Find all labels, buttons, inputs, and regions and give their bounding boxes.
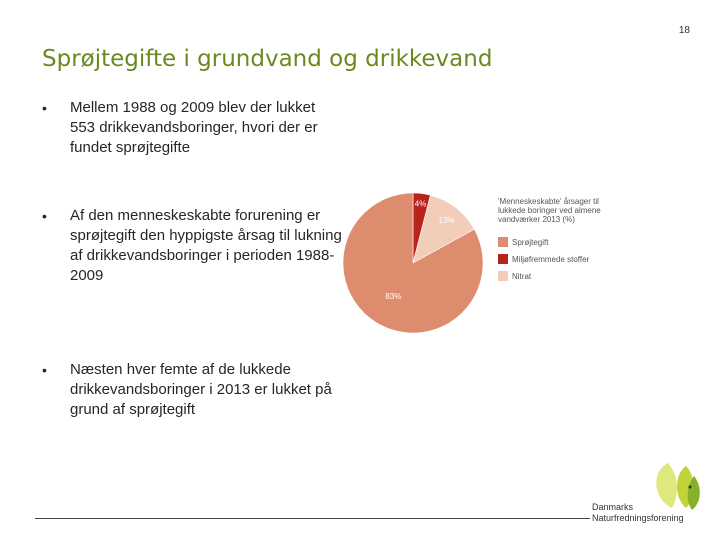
pie-slice-label: 83% bbox=[385, 292, 402, 302]
legend-swatch bbox=[498, 271, 508, 281]
bullet-text: Mellem 1988 og 2009 blev der lukket 553 drikkevandsboringer, hvori der er fundet sprøjtegifte bbox=[70, 99, 318, 156]
legend-title-line: vandværker 2013 (%) bbox=[498, 215, 575, 224]
footer-divider bbox=[35, 518, 590, 519]
legend-label: Sprøjtegift bbox=[512, 238, 549, 247]
bullet-item bbox=[42, 98, 342, 158]
bullet-marker: • bbox=[42, 100, 47, 116]
legend-swatch bbox=[498, 254, 508, 264]
pie-slice-label: 4% bbox=[414, 199, 427, 209]
legend-title-line: 'Menneskeskabte' årsager til bbox=[498, 197, 599, 206]
logo-leaf-light bbox=[656, 463, 677, 508]
bullet-item bbox=[42, 206, 342, 286]
logo-line2: Naturfredningsforening bbox=[592, 513, 684, 523]
bullet-text: Af den menneskeskabte forurening er sprøjtegift den hyppigste årsag til lukning af drikkevandsboringer i perioden 1988-2009 bbox=[70, 207, 342, 284]
pie-slices bbox=[343, 193, 483, 333]
page-number: 18 bbox=[678, 25, 690, 36]
legend-title bbox=[498, 197, 601, 224]
legend-label: Nitrat bbox=[512, 272, 532, 281]
chart-legend bbox=[498, 237, 590, 281]
pie-slice-label: 13% bbox=[438, 215, 455, 225]
slide-title: Sprøjtegifte i grundvand og drikkevand bbox=[42, 46, 493, 72]
logo-line1: Danmarks bbox=[592, 502, 634, 512]
logo-dot bbox=[689, 486, 692, 489]
bullet-item bbox=[42, 360, 342, 420]
pie-chart bbox=[335, 183, 655, 343]
bullet-marker: • bbox=[42, 208, 47, 224]
legend-swatch bbox=[498, 237, 508, 247]
bullet-marker: • bbox=[42, 362, 47, 378]
bullet-text: Næsten hver femte af de lukkede drikkevandsboringer i 2013 er lukket på grund af sprøjtegift bbox=[70, 361, 332, 418]
dn-logo bbox=[588, 458, 713, 528]
legend-label: Miljøfremmede stoffer bbox=[512, 255, 590, 264]
legend-title-line: lukkede boringer ved almene bbox=[498, 206, 601, 215]
